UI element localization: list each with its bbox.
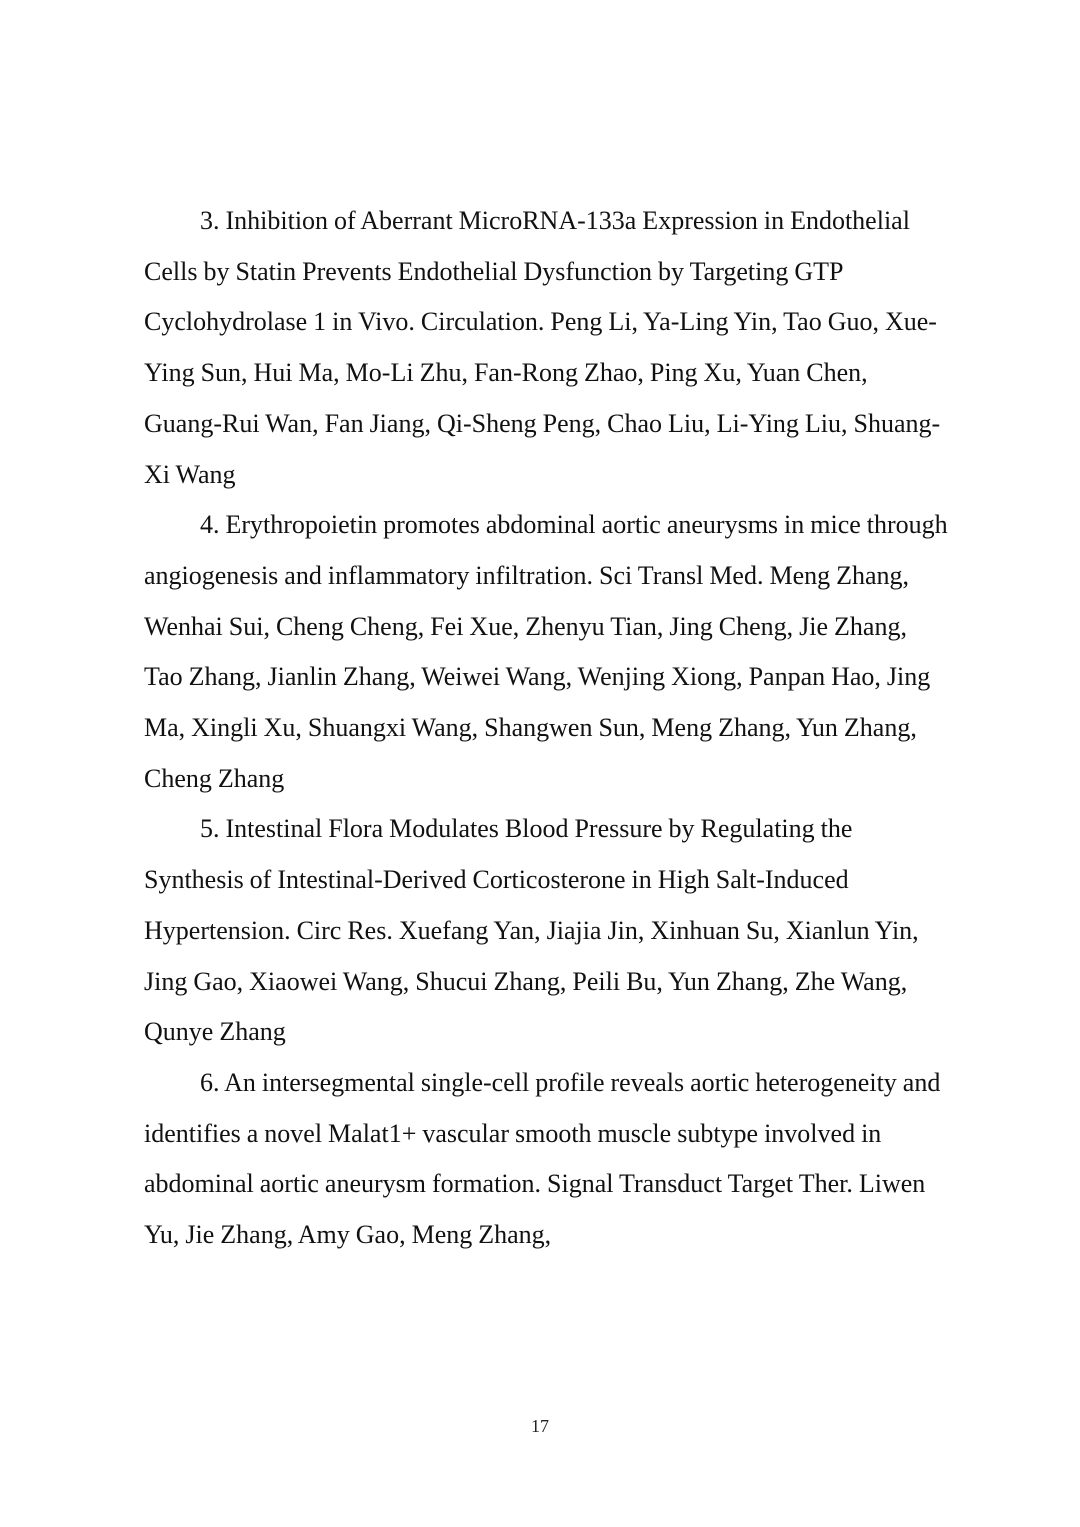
reference-item-5: 5. Intestinal Flora Modulates Blood Pressure by Regulating the Synthesis of Intestinal-Derived Corticosterone in High Salt-Induced Hypertension. Circ Res. Xuefang Yan, Jiajia Jin, Xinhuan Su, Xianlun Yin, Jing Gao, Xiaowei Wang, Shucui Zhang, Peili Bu, Yun Zhang, Zhe Wang, Qunye Zhang	[144, 814, 919, 1047]
page-number: 17	[531, 1416, 549, 1436]
reference-list	[144, 196, 948, 1261]
reference-item-3: 3. Inhibition of Aberrant MicroRNA-133a Expression in Endothelial Cells by Statin Prevents Endothelial Dysfunction by Targeting GTP Cyclohydrolase 1 in Vivo. Circulation. Peng Li, Ya-Ling Yin, Tao Guo, Xue-Ying Sun, Hui Ma, Mo-Li Zhu, Fan-Rong Zhao, Ping Xu, Yuan Chen, Guang-Rui Wan, Fan Jiang, Qi-Sheng Peng, Chao Liu, Li-Ying Liu, Shuang-Xi Wang	[144, 206, 941, 489]
reference-item-6: 6. An intersegmental single-cell profile reveals aortic heterogeneity and identifies a novel Malat1+ vascular smooth muscle subtype involved in abdominal aortic aneurysm formation. Signal Transduct Target Ther. Liwen Yu, Jie Zhang, Amy Gao, Meng Zhang,	[144, 1067, 941, 1250]
reference-item-4: 4. Erythropoietin promotes abdominal aortic aneurysms in mice through angiogenesis and inflammatory infiltration. Sci Transl Med. Meng Zhang, Wenhai Sui, Cheng Cheng, Fei Xue, Zhenyu Tian, Jing Cheng, Jie Zhang, Tao Zhang, Jianlin Zhang, Weiwei Wang, Wenjing Xiong, Panpan Hao, Jing Ma, Xingli Xu, Shuangxi Wang, Shangwen Sun, Meng Zhang, Yun Zhang, Cheng Zhang	[144, 510, 948, 793]
